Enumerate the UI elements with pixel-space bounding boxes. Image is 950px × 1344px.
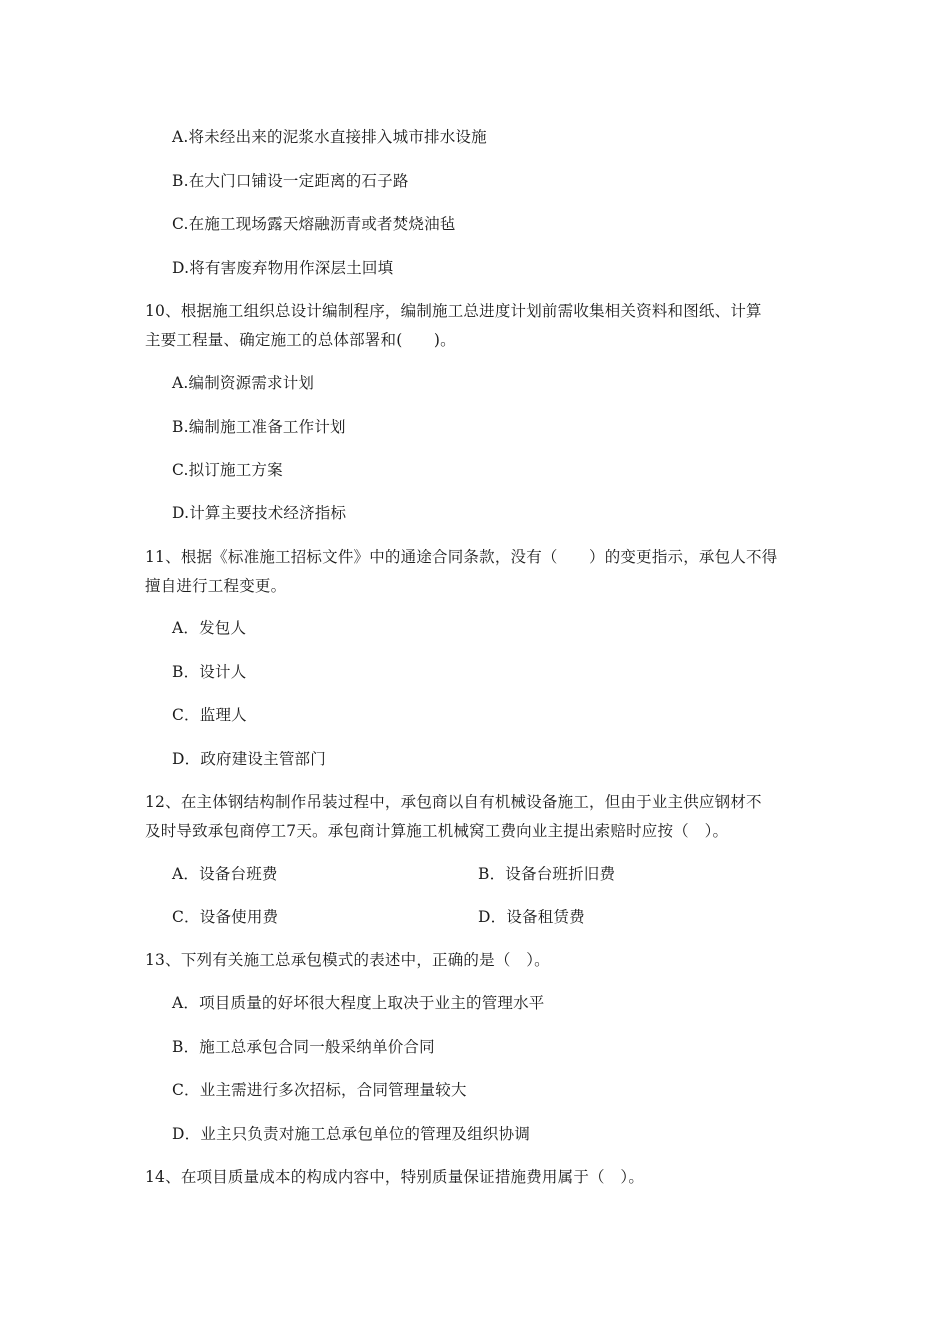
- option-b: B.在大门口铺设一定距离的石子路: [172, 172, 409, 190]
- option-a: A．设备台班费: [172, 865, 278, 883]
- question-13-text: 13、下列有关施工总承包模式的表述中，正确的是（ ）。: [145, 951, 550, 969]
- option-d: D.将有害废弃物用作深层土回填: [172, 259, 394, 277]
- option-a: A.编制资源需求计划: [172, 374, 315, 392]
- option-d: D．业主只负责对施工总承包单位的管理及组织协调: [172, 1125, 531, 1143]
- option-b: B．设计人: [172, 663, 247, 681]
- question-14-text: 14、在项目质量成本的构成内容中，特别质量保证措施费用属于（ ）。: [145, 1168, 645, 1186]
- option-a: A.将未经出来的泥浆水直接排入城市排水设施: [172, 128, 487, 146]
- option-c: C．设备使用费: [172, 908, 279, 926]
- option-b: B．施工总承包合同一般采纳单价合同: [172, 1038, 435, 1056]
- option-c: C．监理人: [172, 706, 247, 724]
- question-11-text: 11、根据《标准施工招标文件》中的通途合同条款，没有（ ）的变更指示，承包人不得: [145, 548, 778, 566]
- question-12-text-cont: 及时导致承包商停工7天。承包商计算施工机械窝工费向业主提出索赔时应按（ ）。: [145, 822, 729, 840]
- question-10-text: 10、根据施工组织总设计编制程序，编制施工总进度计划前需收集相关资料和图纸、计算: [145, 302, 762, 320]
- option-c: C.拟订施工方案: [172, 461, 283, 479]
- option-c: C．业主需进行多次招标，合同管理量较大: [172, 1081, 467, 1099]
- option-b: B.编制施工准备工作计划: [172, 418, 346, 436]
- option-c: C.在施工现场露天熔融沥青或者焚烧油毡: [172, 215, 456, 233]
- option-d: D．设备租赁费: [478, 908, 585, 926]
- option-a: A．项目质量的好坏很大程度上取决于业主的管理水平: [172, 994, 545, 1012]
- option-b: B．设备台班折旧费: [478, 865, 616, 883]
- question-12-text: 12、在主体钢结构制作吊装过程中，承包商以自有机械设备施工，但由于业主供应钢材不: [145, 793, 762, 811]
- option-d: D．政府建设主管部门: [172, 750, 326, 768]
- option-a: A．发包人: [172, 619, 247, 637]
- option-d: D.计算主要技术经济指标: [172, 504, 347, 522]
- question-11-text-cont: 擅自进行工程变更。: [145, 577, 287, 595]
- question-10-text-cont: 主要工程量、确定施工的总体部署和( )。: [145, 331, 456, 349]
